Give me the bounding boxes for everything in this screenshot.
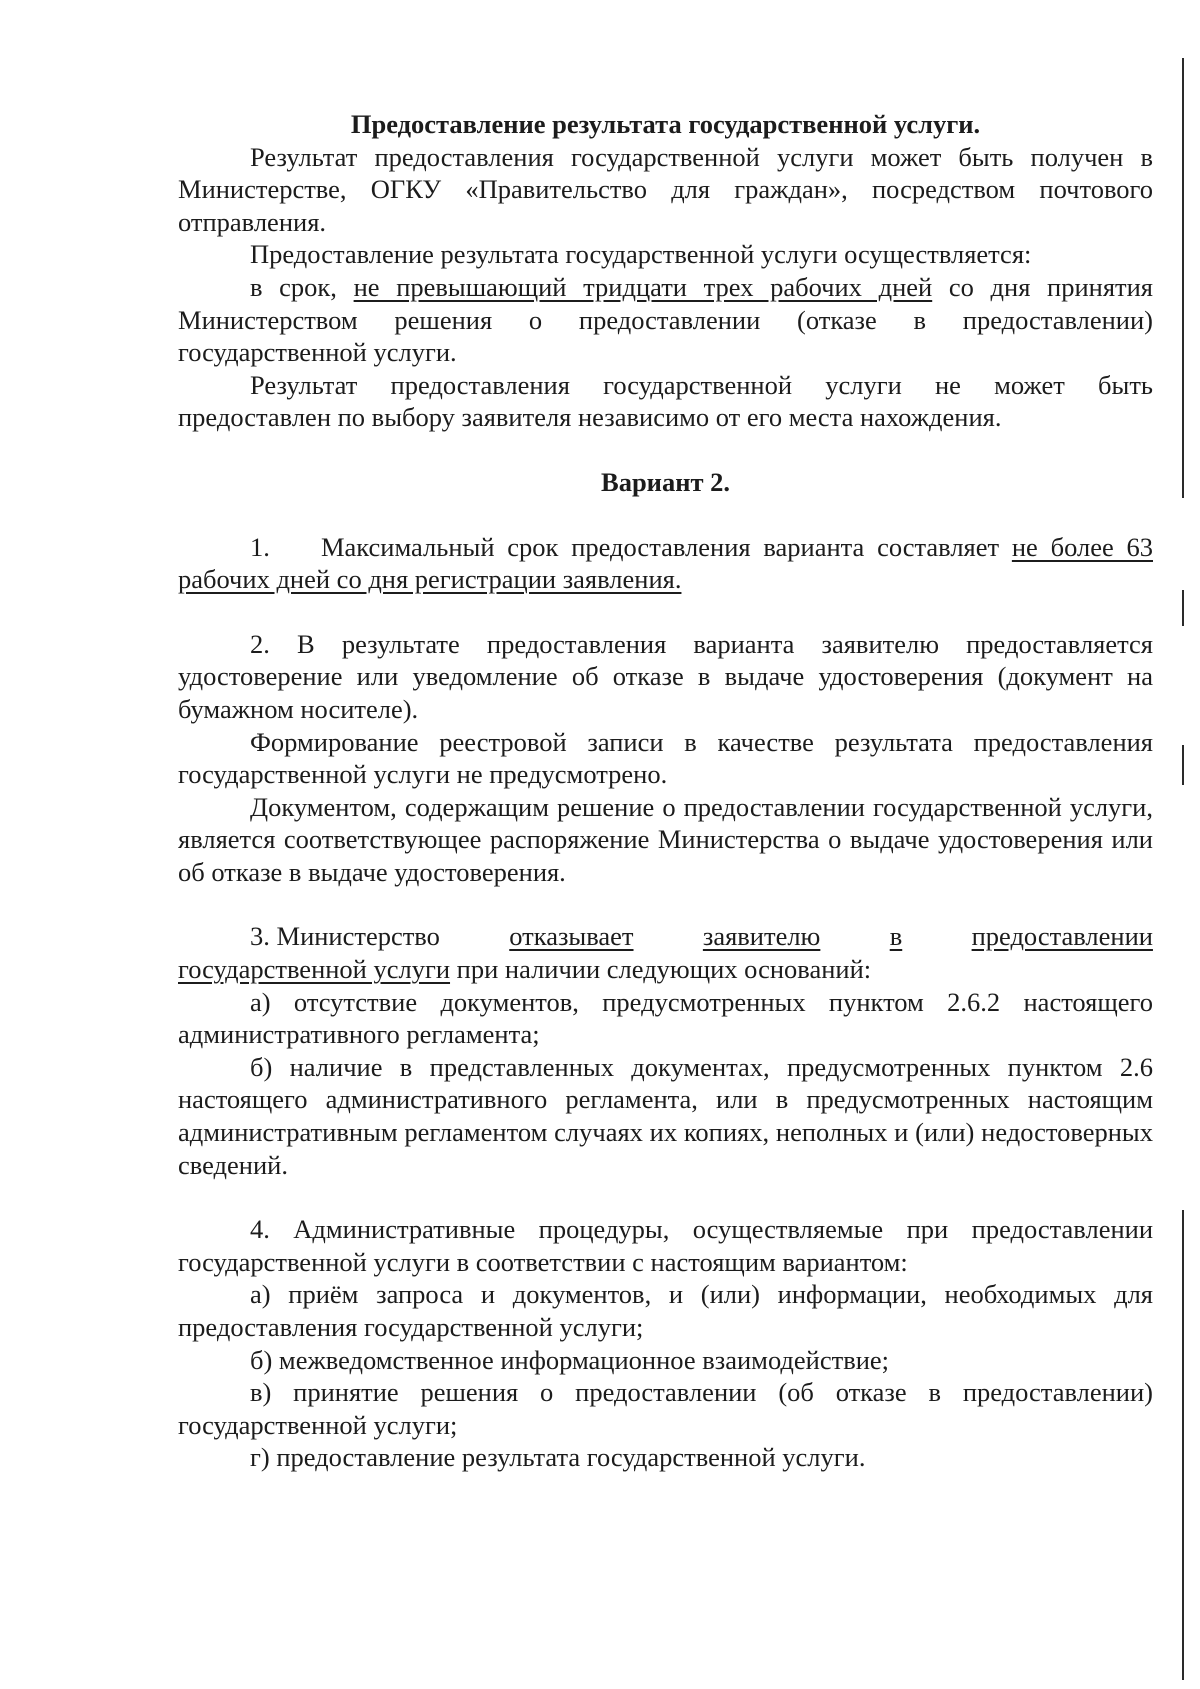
- paragraph-result-provision: Предоставление результата государственной услуги осуществляется:: [250, 239, 1032, 270]
- item-1-underlined: не более 63 рабочих дней со дня регистрации заявления.: [178, 531, 1153, 595]
- document-page: [178, 108, 1153, 1474]
- item-3-second-line: [178, 953, 1153, 986]
- item-2-registry: Формирование реестровой записи в качестве результата предоставления государственной услуги не предусмотрено.: [178, 726, 1153, 790]
- spacer: [178, 596, 1153, 628]
- item-4-step-d: г) предоставление результата государственной услуги.: [250, 1442, 866, 1473]
- scan-edge-line: [1182, 1210, 1184, 1680]
- section-heading: Предоставление результата государственной услуги.: [350, 109, 981, 139]
- item-1-number: 1.: [250, 531, 270, 562]
- item-1-lead: Максимальный срок предоставления варианта составляет: [320, 531, 1012, 562]
- variant-heading: Вариант 2.: [601, 466, 730, 497]
- spacer: [178, 888, 1153, 920]
- item-2-decision-document: Документом, содержащим решение о предоставлении государственной услуги, является соответствующее распоряжение Министерства о выдаче удостоверения или об отказе в выдаче удостоверения.: [178, 791, 1153, 887]
- deadline-tail: со дня принятия Министерством решения о предоставлении (отказе в предоставлении) государственной услуги.: [178, 271, 1153, 368]
- item-4-procedures: 4. Административные процедуры, осуществляемые при предоставлении государственной услуги в соответствии с настоящим вариантом:: [178, 1214, 1153, 1277]
- item-3-word-underlined: отказывает: [509, 921, 634, 952]
- deadline-underlined: не превышающий тридцати трех рабочих дней: [353, 271, 933, 302]
- item-3-word-underlined: предоставлении: [971, 921, 1153, 952]
- item-4-step-c: в) принятие решения о предоставлении (об отказе в предоставлении) государственной услуги;: [178, 1377, 1153, 1440]
- spacer: [178, 434, 1153, 466]
- item-4-step-b: б) межведомственное информационное взаимодействие;: [250, 1344, 890, 1375]
- item-3-word: 3. Министерство: [250, 921, 440, 952]
- item-3-ground-a: а) отсутствие документов, предусмотренных пунктом 2.6.2 настоящего административного регламента;: [178, 986, 1153, 1050]
- paragraph-result-location: Результат предоставления государственной услуги может быть получен в Министерстве, ОГКУ «Правительство для граждан», посредством почтового отправления.: [178, 141, 1153, 237]
- item-3-ground-b: б) наличие в представленных документах, предусмотренных пунктом 2.6 настоящего административного регламента, или в предусмотренных настоящим административным регламентом случаях их копиях, неполных и (или) недостоверных сведений.: [178, 1051, 1153, 1180]
- scan-edge-line: [1182, 745, 1184, 785]
- item-3-underlined-tail: государственной услуги: [178, 954, 451, 985]
- scan-edge-line: [1182, 58, 1184, 498]
- item-4-step-a: а) приём запроса и документов, и (или) информации, необходимых для предоставления государственной услуги;: [178, 1279, 1153, 1342]
- scan-edge-line: [1182, 590, 1184, 626]
- spacer: [178, 1181, 1153, 1213]
- paragraph-result-choice: Результат предоставления государственной услуги не может быть предоставлен по выбору заявителя независимо от его места нахождения.: [178, 369, 1153, 433]
- item-3-word-underlined: в: [889, 921, 903, 952]
- deadline-lead: в срок,: [250, 271, 354, 302]
- item-3-word-underlined: заявителю: [702, 921, 821, 952]
- item-2-result: 2. В результате предоставления варианта заявителю предоставляется удостоверение или уведомление об отказе в выдаче удостоверения (документ на бумажном носителе).: [178, 628, 1153, 724]
- item-3-grounds-lead: при наличии следующих оснований:: [450, 954, 872, 985]
- paragraph-result-deadline: [178, 271, 1153, 369]
- item-3-first-line: [178, 920, 1153, 953]
- spacer: [178, 499, 1153, 531]
- item-1-max-term: [178, 531, 1153, 596]
